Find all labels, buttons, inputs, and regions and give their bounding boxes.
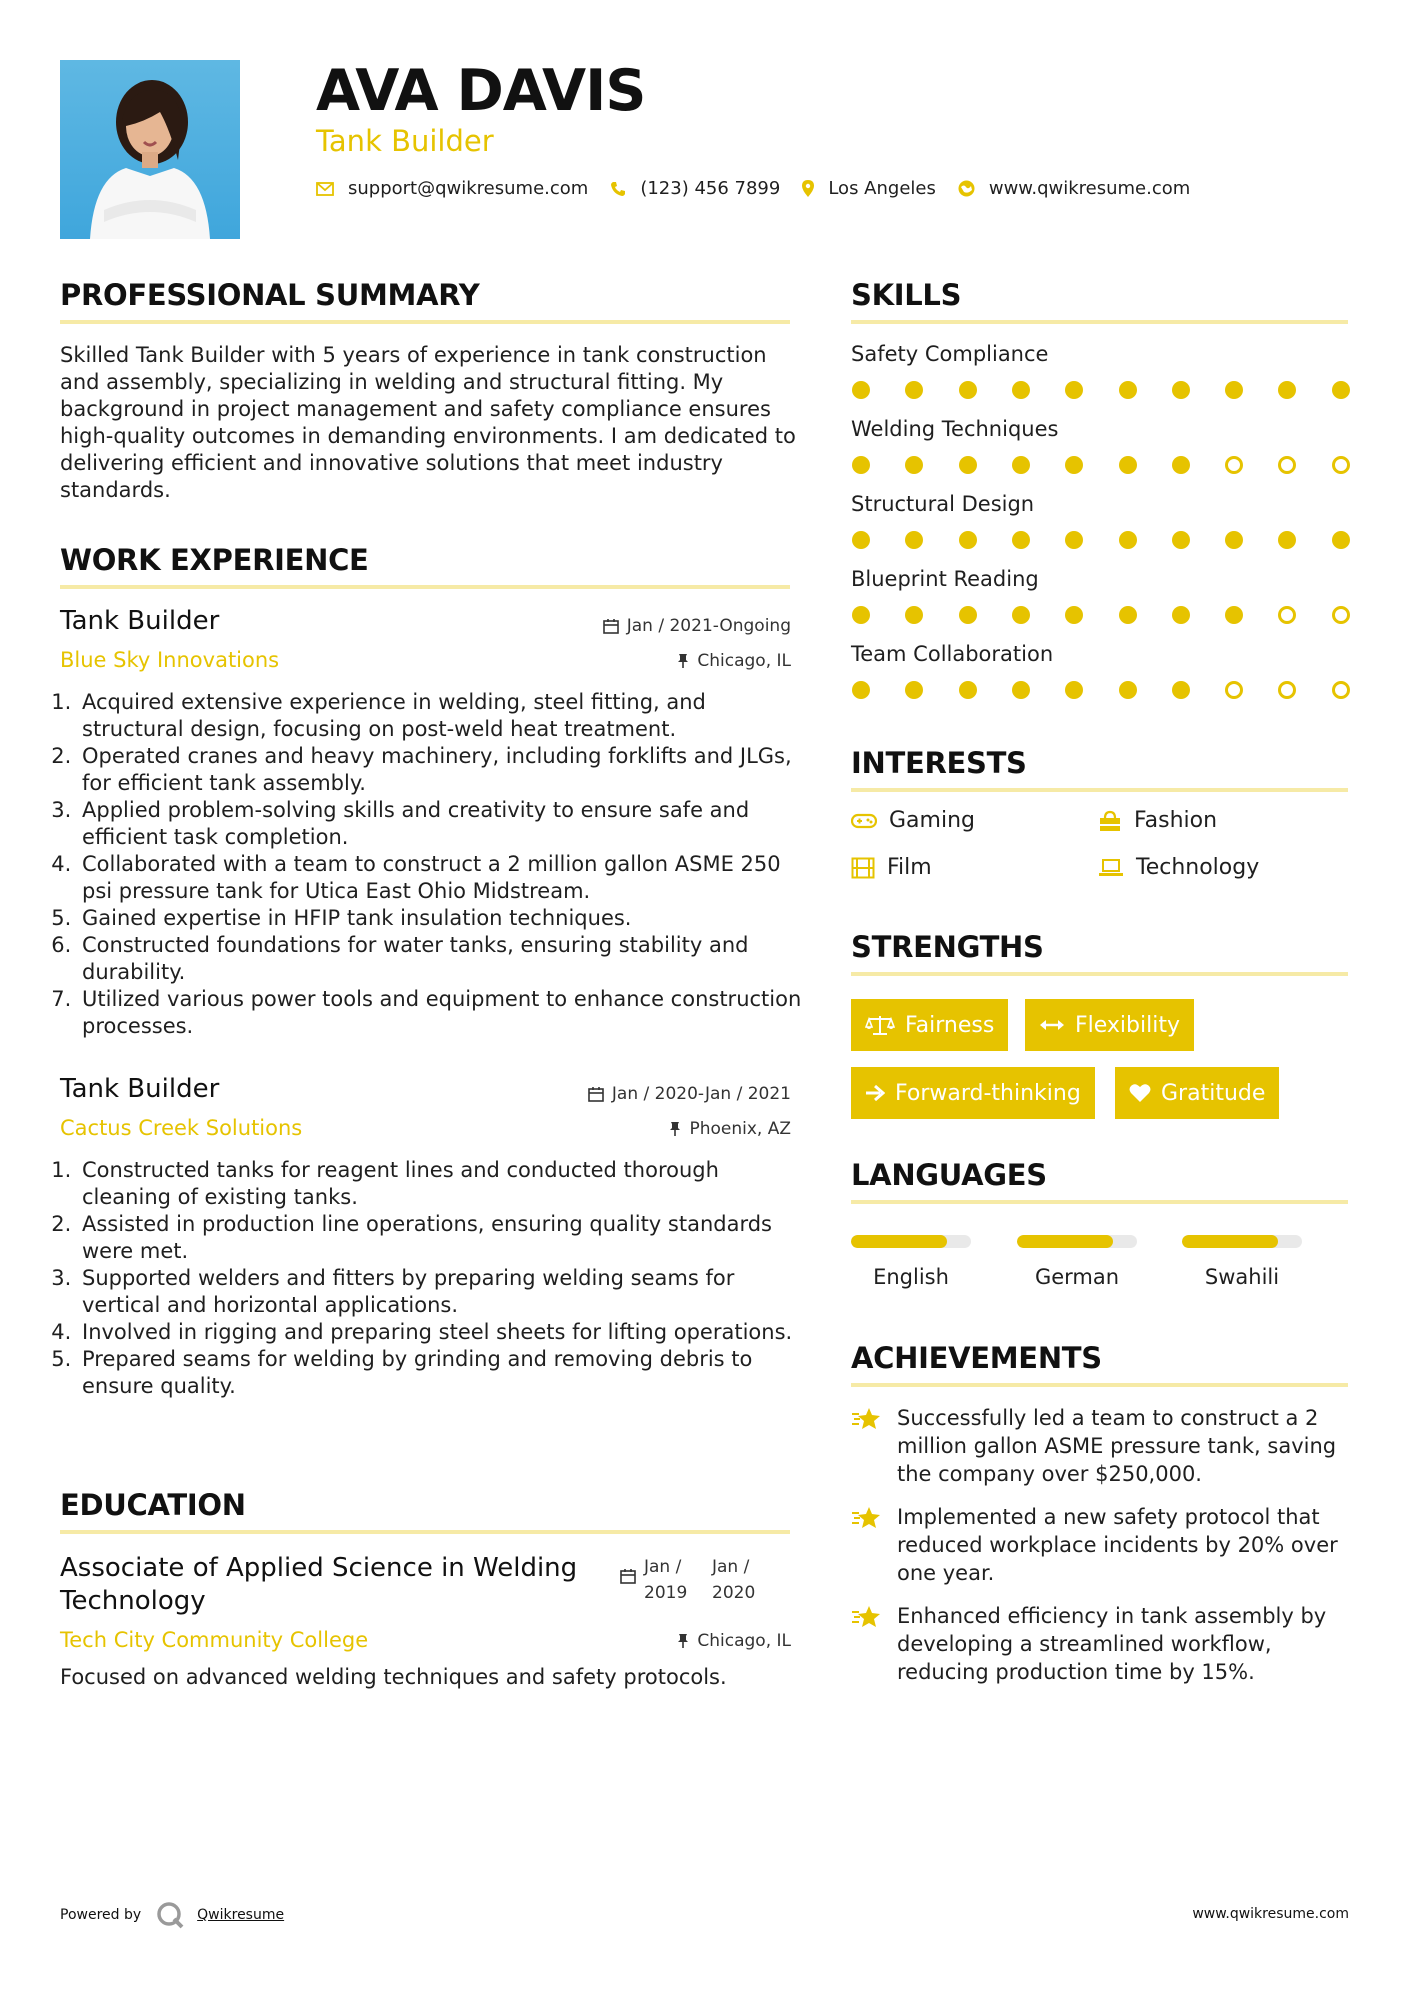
list-item: 1. Constructed tanks for reagent lines and conducted thorough cleaning of existing tanks.: [78, 1157, 808, 1211]
rating-dot-empty: [1225, 456, 1243, 474]
strengths-rule: [851, 972, 1348, 976]
heart-icon: [1129, 1083, 1151, 1103]
rating-dot-filled: [1012, 531, 1030, 549]
rating-dot-filled: [1278, 531, 1296, 549]
education-description: Focused on advanced welding techniques and safety protocols.: [60, 1665, 727, 1689]
list-item: 3. Supported welders and fitters by preparing welding seams for vertical and horizontal applications.: [78, 1265, 808, 1319]
job-bullets: [60, 1157, 808, 1400]
rating-dot-filled: [959, 606, 977, 624]
language-level-bar: [851, 1235, 971, 1248]
language-level-fill: [1182, 1235, 1278, 1248]
skill-rating: [852, 681, 1352, 701]
star-trophy-icon: [851, 1406, 883, 1432]
rating-dot-filled: [1332, 381, 1350, 399]
job-bullets: [60, 689, 808, 1040]
rating-dot-filled: [1065, 606, 1083, 624]
laptop-icon: [1098, 858, 1124, 878]
list-item: 2. Operated cranes and heavy machinery, including forklifts and JLGs, for efficient tank assembly.: [78, 743, 808, 797]
strengths-heading: STRENGTHS: [851, 930, 1044, 964]
arrows-horizontal-icon: [1039, 1018, 1065, 1032]
job-date: Jan / 2021-Ongoing: [603, 616, 791, 636]
rating-dot-filled: [1119, 681, 1137, 699]
rating-dot-filled: [959, 681, 977, 699]
rating-dot-filled: [1172, 531, 1190, 549]
language-name: Swahili: [1204, 1265, 1280, 1289]
candidate-name: AVA DAVIS: [316, 58, 646, 124]
summary-heading: PROFESSIONAL SUMMARY: [60, 278, 480, 312]
rating-dot-filled: [1119, 381, 1137, 399]
star-trophy-icon: [851, 1505, 883, 1531]
skill-rating: [852, 531, 1352, 551]
interest-film: Film: [851, 855, 932, 880]
shopping-bag-icon: [1098, 810, 1122, 832]
list-item: 5. Gained expertise in HFIP tank insulation techniques.: [78, 905, 808, 932]
contact-phone[interactable]: (123) 456 7899: [610, 178, 780, 199]
rating-dot-filled: [852, 456, 870, 474]
education-date: Jan / 2019 Jan / 2020: [620, 1554, 762, 1606]
summary-text: Skilled Tank Builder with 5 years of experience in tank construction and assembly, specializing in welding and structural fitting. My background in project management and safety compliance ensures high-quality outcomes in demanding environments. I am dedicated to delivering efficient and innovative solutions that meet industry standards.: [60, 343, 796, 502]
rating-dot-filled: [852, 681, 870, 699]
interests-heading: INTERESTS: [851, 746, 1027, 780]
education-location: Chicago, IL: [677, 1631, 791, 1651]
brand-link[interactable]: Qwikresume: [197, 1907, 285, 1923]
job-date: Jan / 2020-Jan / 2021: [588, 1084, 791, 1104]
rating-dot-filled: [1172, 681, 1190, 699]
rating-dot-filled: [852, 531, 870, 549]
rating-dot-filled: [1065, 681, 1083, 699]
calendar-icon: [588, 1086, 604, 1102]
rating-dot-empty: [1332, 606, 1350, 624]
list-item: 2. Assisted in production line operations, ensuring quality standards were met.: [78, 1211, 808, 1265]
rating-dot-filled: [852, 606, 870, 624]
footer-url[interactable]: www.qwikresume.com: [1192, 1906, 1349, 1922]
profile-photo: [60, 60, 240, 239]
school-name: Tech City Community College: [60, 1628, 369, 1652]
rating-dot-empty: [1278, 456, 1296, 474]
list-item: 4. Collaborated with a team to construct a 2 million gallon ASME 250 psi pressure tank for Utica East Ohio Midstream.: [78, 851, 808, 905]
rating-dot-filled: [1119, 606, 1137, 624]
contact-website[interactable]: www.qwikresume.com: [958, 178, 1190, 199]
language-level-bar: [1017, 1235, 1137, 1248]
language-name: English: [873, 1265, 949, 1289]
list-item: 1. Acquired extensive experience in welding, steel fitting, and structural design, focusing on post-weld heat treatment.: [78, 689, 808, 743]
skill-name: Welding Techniques: [851, 417, 1059, 441]
skill-rating: [852, 606, 1352, 626]
rating-dot-filled: [1012, 456, 1030, 474]
interest-gaming: Gaming: [851, 808, 975, 833]
rating-dot-filled: [1278, 381, 1296, 399]
education-rule: [60, 1530, 790, 1534]
degree-title: Associate of Applied Science in Welding Technology: [60, 1553, 578, 1616]
phone-icon: [610, 181, 626, 197]
contact-email[interactable]: support@qwikresume.com: [316, 178, 588, 199]
pin-icon: [677, 653, 689, 669]
interest-fashion: Fashion: [1098, 808, 1217, 833]
achievements-heading: ACHIEVEMENTS: [851, 1341, 1102, 1375]
skills-rule: [851, 320, 1348, 324]
language-level-fill: [1017, 1235, 1113, 1248]
rating-dot-filled: [1065, 531, 1083, 549]
email-icon: [316, 182, 334, 196]
achievements-rule: [851, 1383, 1348, 1387]
rating-dot-filled: [1119, 456, 1137, 474]
rating-dot-filled: [959, 531, 977, 549]
rating-dot-filled: [852, 381, 870, 399]
list-item: 5. Prepared seams for welding by grinding and removing debris to ensure quality.: [78, 1346, 808, 1400]
arrow-right-icon: [865, 1084, 885, 1102]
contact-location: Los Angeles: [802, 178, 936, 199]
rating-dot-filled: [905, 681, 923, 699]
rating-dot-filled: [1012, 381, 1030, 399]
achievement-item: Successfully led a team to construct a 2 million gallon ASME pressure tank, saving the company over $250,000.: [851, 1404, 1348, 1488]
language-level-bar: [1182, 1235, 1302, 1248]
rating-dot-filled: [959, 456, 977, 474]
rating-dot-filled: [1172, 381, 1190, 399]
gamepad-icon: [851, 813, 877, 829]
strength-chip: Gratitude: [1115, 1067, 1279, 1119]
pin-icon: [677, 1633, 689, 1649]
rating-dot-filled: [1012, 681, 1030, 699]
job-company: Cactus Creek Solutions: [60, 1116, 303, 1140]
rating-dot-filled: [1225, 531, 1243, 549]
candidate-title: Tank Builder: [316, 124, 494, 158]
qwikresume-logo-icon: [155, 1900, 185, 1930]
list-item: 3. Applied problem-solving skills and creativity to ensure safe and efficient task completion.: [78, 797, 808, 851]
rating-dot-filled: [905, 531, 923, 549]
list-item: 4. Involved in rigging and preparing steel sheets for lifting operations.: [78, 1319, 808, 1346]
achievement-item: Enhanced efficiency in tank assembly by developing a streamlined workflow, reducing production time by 15%.: [851, 1602, 1348, 1686]
rating-dot-empty: [1278, 681, 1296, 699]
achievement-item: Implemented a new safety protocol that reduced workplace incidents by 20% over one year.: [851, 1503, 1348, 1587]
list-item: 6. Constructed foundations for water tanks, ensuring stability and durability.: [78, 932, 808, 986]
film-icon: [851, 857, 875, 879]
work-heading: WORK EXPERIENCE: [60, 543, 369, 577]
language-level-fill: [851, 1235, 947, 1248]
rating-dot-filled: [1332, 531, 1350, 549]
education-heading: EDUCATION: [60, 1488, 246, 1522]
rating-dot-empty: [1278, 606, 1296, 624]
rating-dot-filled: [1119, 531, 1137, 549]
job-title: Tank Builder: [60, 606, 220, 636]
rating-dot-empty: [1332, 456, 1350, 474]
rating-dot-filled: [1065, 456, 1083, 474]
languages-heading: LANGUAGES: [851, 1158, 1047, 1192]
strength-chip: Forward-thinking: [851, 1067, 1095, 1119]
rating-dot-filled: [1225, 381, 1243, 399]
job-company: Blue Sky Innovations: [60, 648, 280, 672]
skill-name: Safety Compliance: [851, 342, 1049, 366]
rating-dot-filled: [1065, 381, 1083, 399]
interest-technology: Technology: [1098, 855, 1259, 880]
rating-dot-filled: [959, 381, 977, 399]
map-pin-icon: [802, 180, 814, 197]
star-trophy-icon: [851, 1604, 883, 1630]
pin-icon: [669, 1121, 681, 1137]
rating-dot-filled: [905, 456, 923, 474]
rating-dot-empty: [1225, 681, 1243, 699]
languages-rule: [851, 1200, 1348, 1204]
work-rule: [60, 585, 790, 589]
skill-rating: [852, 456, 1352, 476]
job-title: Tank Builder: [60, 1074, 220, 1104]
job-location: Chicago, IL: [677, 651, 791, 671]
summary-rule: [60, 320, 790, 324]
skill-name: Blueprint Reading: [851, 567, 1039, 591]
rating-dot-empty: [1332, 681, 1350, 699]
calendar-icon: [620, 1568, 636, 1584]
contact-bar: [316, 178, 1212, 199]
skills-heading: SKILLS: [851, 278, 962, 312]
rating-dot-filled: [905, 606, 923, 624]
list-item: 7. Utilized various power tools and equipment to enhance construction processes.: [78, 986, 808, 1040]
calendar-icon: [603, 618, 619, 634]
balance-scale-icon: [865, 1014, 895, 1036]
rating-dot-filled: [905, 381, 923, 399]
language-name: German: [1034, 1265, 1120, 1289]
skill-name: Team Collaboration: [851, 642, 1054, 666]
interests-rule: [851, 788, 1348, 792]
skill-name: Structural Design: [851, 492, 1035, 516]
powered-by-label: Powered by: [60, 1907, 142, 1923]
rating-dot-filled: [1225, 606, 1243, 624]
footer-branding: [60, 1900, 284, 1930]
rating-dot-filled: [1012, 606, 1030, 624]
skill-rating: [852, 381, 1352, 401]
job-location: Phoenix, AZ: [669, 1119, 791, 1139]
strength-chip: Fairness: [851, 999, 1008, 1051]
globe-icon: [958, 180, 975, 197]
strength-chip: Flexibility: [1025, 999, 1194, 1051]
rating-dot-filled: [1172, 456, 1190, 474]
rating-dot-filled: [1172, 606, 1190, 624]
